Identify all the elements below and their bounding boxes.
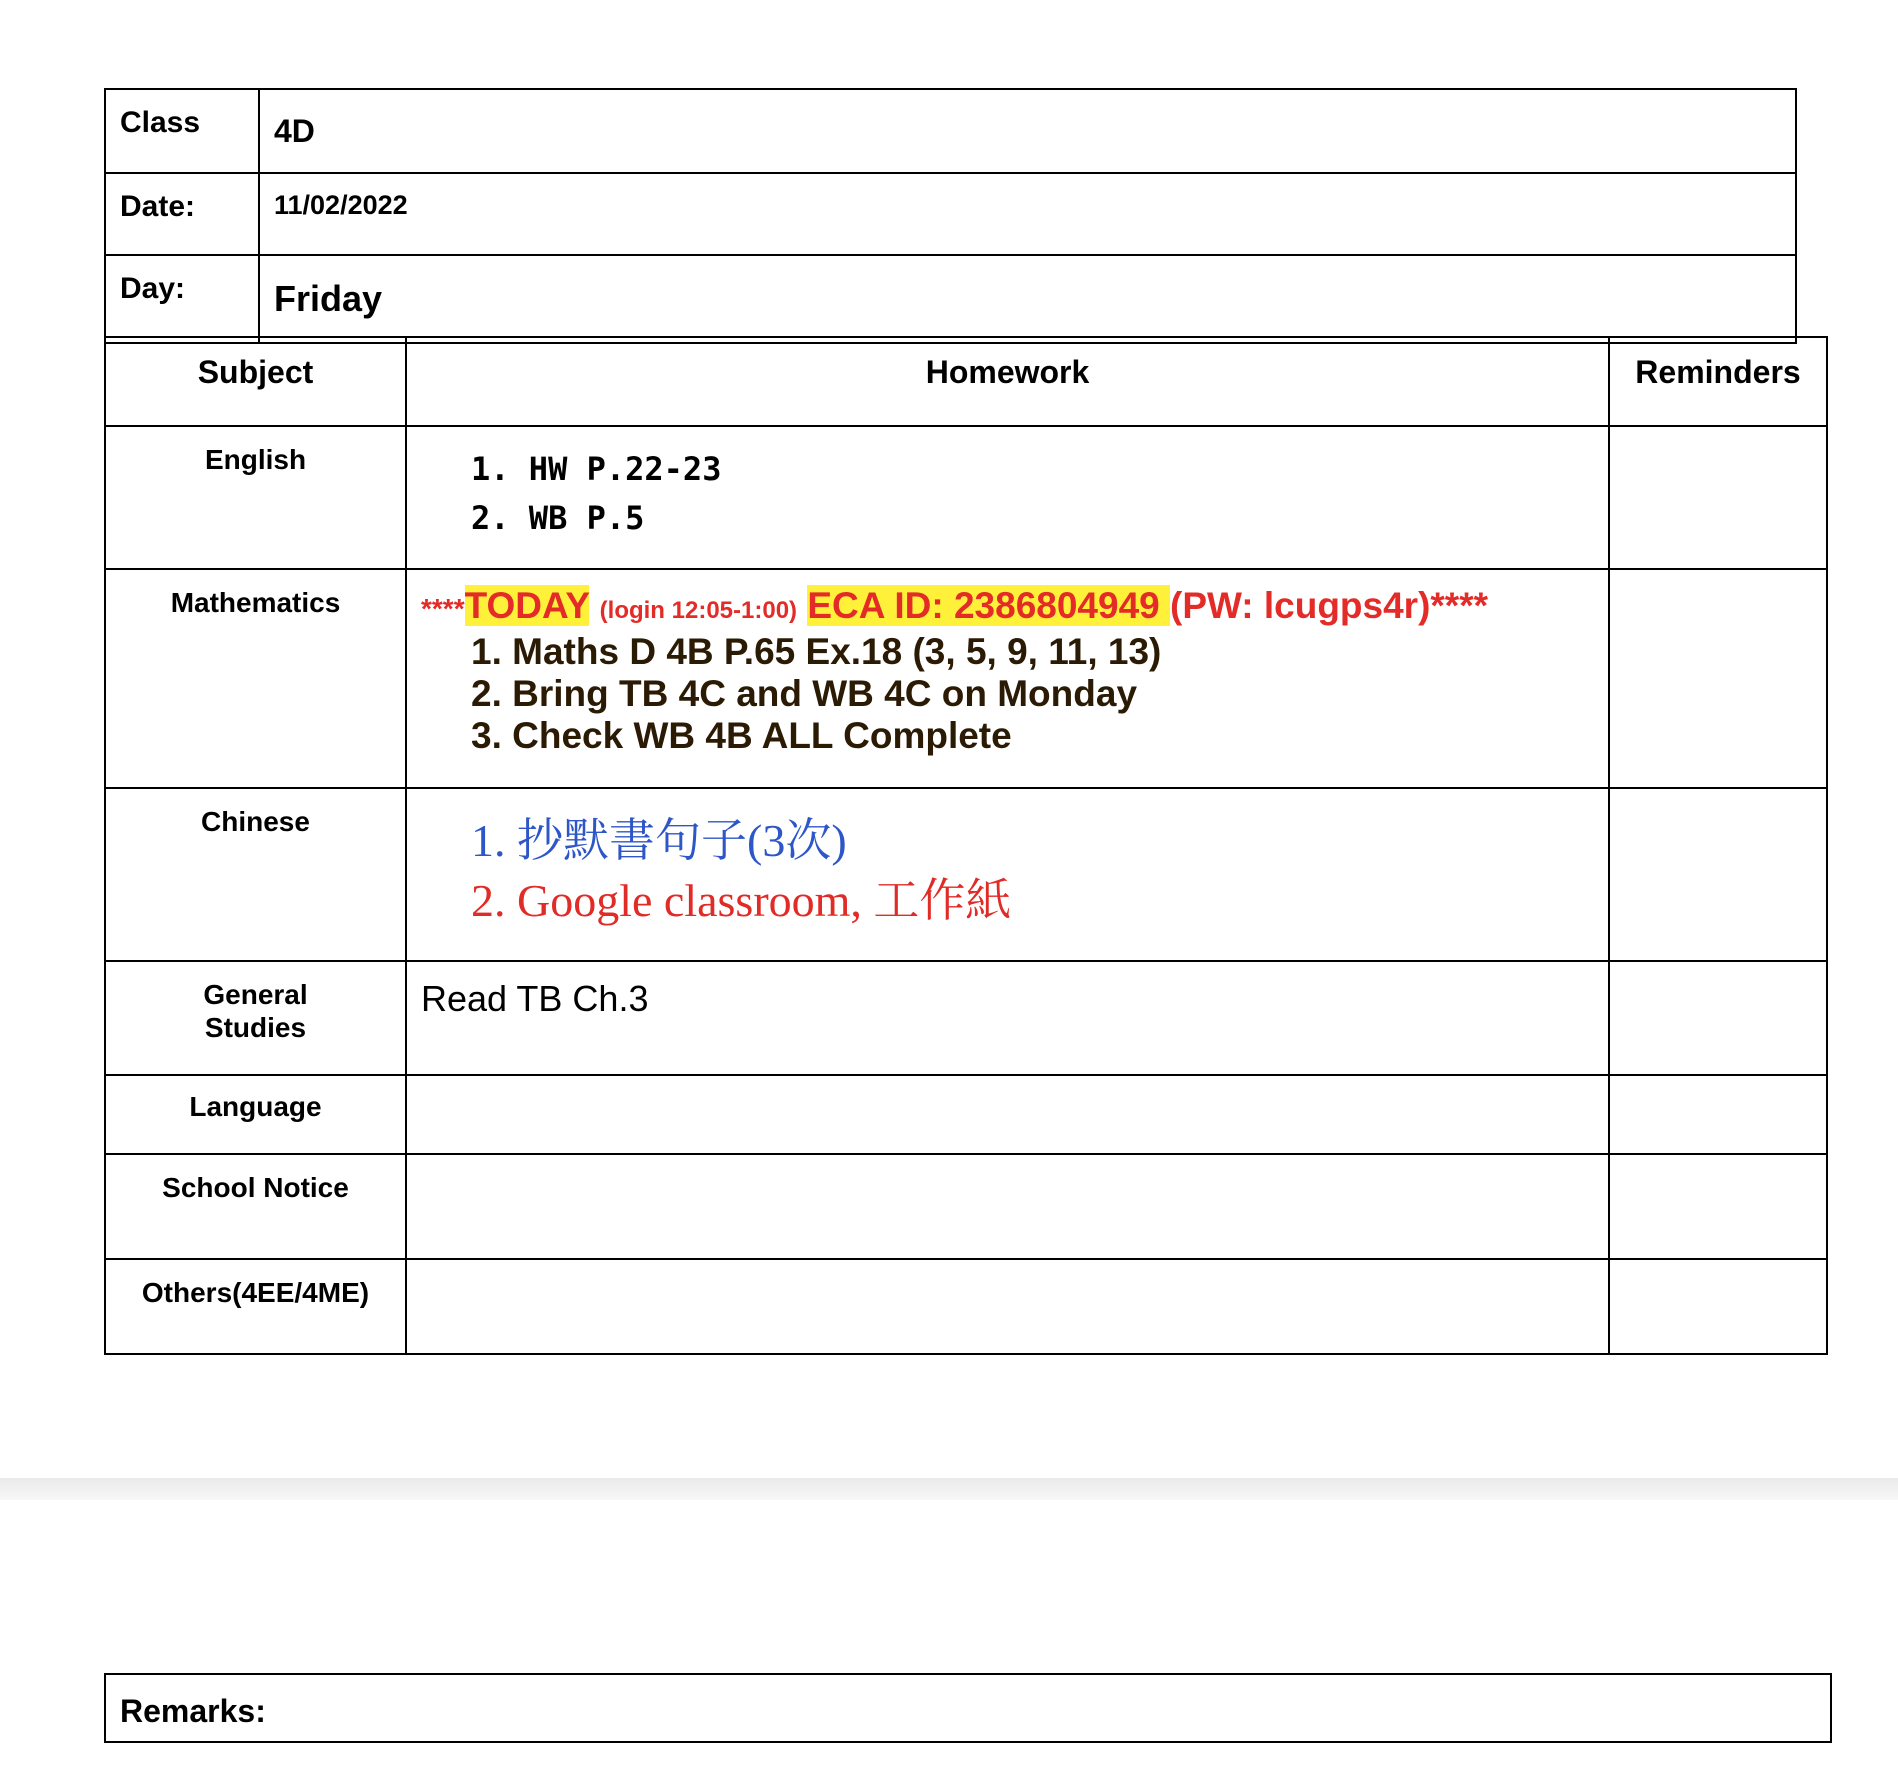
school-notice-row (105, 1154, 1827, 1259)
eca-password: (PW: lcugps4r)**** (1170, 585, 1489, 626)
chinese-homework (406, 788, 1609, 961)
chinese-item: 1. 抄默書句子(3次) (471, 815, 847, 866)
others-reminders (1609, 1259, 1827, 1354)
eca-notice (407, 570, 1608, 631)
day-label: Day: (105, 255, 259, 343)
reminders-header: Reminders (1609, 337, 1827, 426)
date-row (105, 173, 1796, 255)
subject-gs-line1: General (203, 979, 308, 1010)
language-reminders (1609, 1075, 1827, 1154)
english-homework (406, 426, 1609, 569)
subject-english: English (105, 426, 406, 569)
subject-others: Others(4EE/4ME) (105, 1259, 406, 1354)
math-item: 2. Bring TB 4C and WB 4C on Monday (471, 673, 1138, 714)
notice-stars: **** (421, 593, 465, 624)
day-row (105, 255, 1796, 343)
general-studies-homework (406, 961, 1609, 1075)
class-info-table (104, 88, 1797, 344)
subject-mathematics: Mathematics (105, 569, 406, 788)
general-studies-reminders (1609, 961, 1827, 1075)
chinese-reminders (1609, 788, 1827, 961)
page-break (0, 1478, 1898, 1500)
mathematics-homework (406, 569, 1609, 788)
chinese-item: 2. Google classroom, 工作紙 (471, 875, 1012, 926)
subject-chinese: Chinese (105, 788, 406, 961)
english-item: 1. HW P.22-23 (471, 450, 722, 488)
class-row (105, 89, 1796, 173)
english-item: 2. WB P.5 (471, 499, 645, 537)
today-highlight: TODAY (464, 585, 590, 626)
school-notice-homework (406, 1154, 1609, 1259)
school-notice-reminders (1609, 1154, 1827, 1259)
others-homework (406, 1259, 1609, 1354)
math-item: 3. Check WB 4B ALL Complete (471, 715, 1012, 756)
mathematics-row (105, 569, 1827, 788)
subject-gs-line2: Studies (204, 1012, 307, 1043)
math-item: 1. Maths D 4B P.65 Ex.18 (3, 5, 9, 11, 13) (471, 631, 1162, 672)
english-row (105, 426, 1827, 569)
header-row (105, 337, 1827, 426)
date-value: 11/02/2022 (259, 173, 1796, 255)
class-label: Class (105, 89, 259, 173)
subject-general-studies (105, 961, 406, 1075)
homework-table (104, 336, 1828, 1355)
day-value: Friday (259, 255, 1796, 343)
general-studies-row (105, 961, 1827, 1075)
english-reminders (1609, 426, 1827, 569)
subject-language: Language (105, 1075, 406, 1154)
date-label: Date: (105, 173, 259, 255)
eca-id: ECA ID: 2386804949 (807, 585, 1171, 626)
others-row (105, 1259, 1827, 1354)
remarks-label: Remarks: (120, 1693, 266, 1729)
language-row (105, 1075, 1827, 1154)
language-homework (406, 1075, 1609, 1154)
subject-school-notice: School Notice (105, 1154, 406, 1259)
homework-header: Homework (406, 337, 1609, 426)
gs-item: Read TB Ch.3 (421, 978, 649, 1019)
mathematics-reminders (1609, 569, 1827, 788)
chinese-row (105, 788, 1827, 961)
remarks-box (104, 1673, 1832, 1743)
subject-header: Subject (105, 337, 406, 426)
login-time: (login 12:05-1:00) (599, 597, 798, 624)
class-value: 4D (259, 89, 1796, 173)
